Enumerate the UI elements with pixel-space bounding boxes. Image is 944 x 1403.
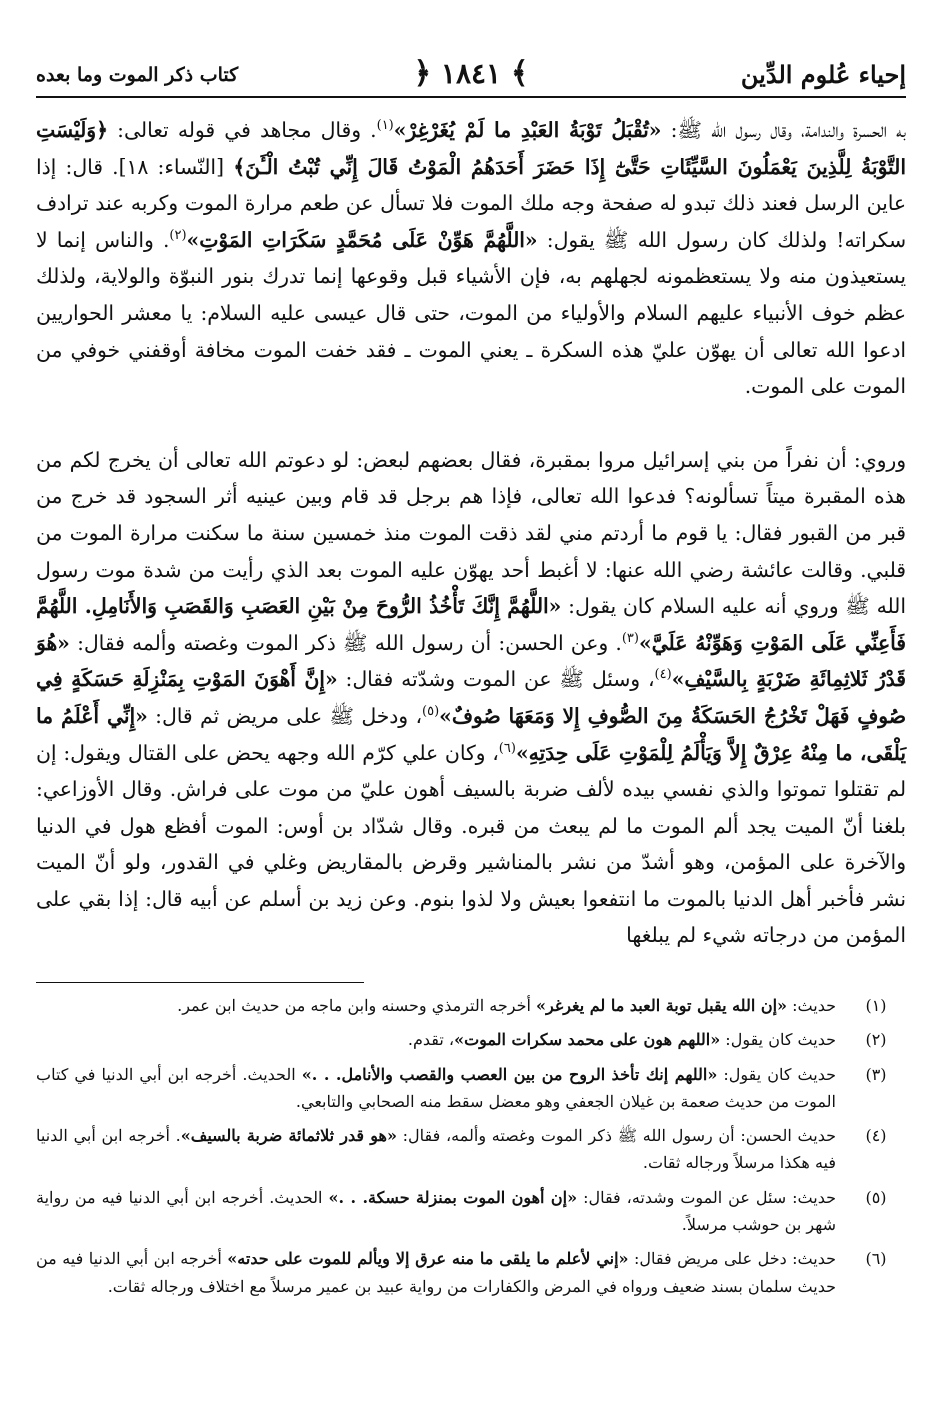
text-run: به الحسرة والندامة، وقال رسول الله ﷺ: [661, 118, 906, 142]
page-header [36, 50, 906, 100]
hadith-quote: «اللَّهُمَّ هَوِّنْ عَلَى مُحَمَّدٍ سَكَرَاتِ المَوْتِ» [186, 227, 538, 252]
footnote-number: (٢) [865, 1030, 887, 1050]
footnote-number: (٥) [865, 1187, 887, 1207]
footnote-1 [36, 992, 906, 1019]
text-run: ، ودخل ﷺ على مريض ثم قال: [147, 703, 422, 728]
footnote-5 [36, 1184, 906, 1239]
text-run: ، وكان علي كرّم الله وجهه يحض على القتال ويقول: إن لم تقتلوا تموتوا والذي نفسي بيده لألف ضربة بالسيف أهون عليّ من موت على فراش. وقال الأوزاعي: بلغنا أنّ الميت يجد ألم الموت ما لم يبعث من قبره. وقال شدّاد بن أوس: الموت أفظع هول في الدنيا والآخرة على المؤمن، وهو أشدّ من نشر بالمناشير وقرض بالمقاريض وغلي في القدور، ولو أنّ الميت نشر فأخبر أهل الدنيا بالموت ما انتفعوا بعيش ولا لذوا بنوم. وعن زيد بن أسلم عن أبيه قال: إذا بقي على المؤمن من درجاته شيء لم يبلغها [36, 740, 906, 948]
footnote-hadith: «اللهم هون على محمد سكرات الموت» [454, 1030, 721, 1050]
hadith-quote: «هُوَ قَدْرُ ثَلاثِمِائَةِ ضَرْبَةٍ بِالسَّيْفِ» [36, 630, 906, 692]
text-run: ، وسئل ﷺ عن الموت وشدّته فقال: [337, 667, 655, 692]
ornament-brace-right: ﴾ [510, 56, 529, 91]
footnote-text: أخرجه ابن أبي الدنيا فيه من حديث سلمان بسند ضعيف ورواه في المرض والكفارات من رواية عبيد بن عمير مرسلاً مع اختلاف ورجاله ثقات. [36, 1249, 836, 1296]
hadith-quote: «إِنِّي أَعْلَمُ ما يَلْقَى، ما مِنْهُ عِرْقٌ إِلاَّ وَيَأْلَمُ لِلْمَوْتِ عَلَى حِدَتِهِ» [36, 703, 906, 765]
footnote-ref[interactable]: (٤) [654, 667, 672, 683]
footnote-hadith: «إن الله يقبل توبة العبد ما لم يغرغر» [536, 996, 788, 1015]
page-number-ornament [414, 56, 529, 91]
footnotes [36, 992, 906, 1307]
text-run: . وعن الحسن: أن رسول الله ﷺ ذكر الموت وغصته وألمه فقال: [69, 630, 622, 655]
footnote-text: حديث: دخل على مريض فقال: [628, 1249, 837, 1269]
footnote-number: (٦) [865, 1249, 887, 1269]
hadith-quote: «إِنَّ أَهْوَنَ المَوْتِ بِمَنْزِلَةِ حَسَكَةٍ فِي صُوفٍ فَهَلْ تَخْرُجُ الحَسَكَةُ مِنَ الصُّوفِ إِلا وَمَعَهَا صُوفٌ» [36, 667, 906, 728]
text-run: . والناس إنما لا يستعيذون منه ولا يستعظمونه لجهلهم به، فإن الأشياء قبل وقوعها إنما تدرك بنور النبوّة والولاية، ولذلك عظم خوف الأنبياء عليهم السلام والأولياء من الموت، حتى قال عيسى عليه السلام: يا معشر الحواريين ادعوا الله تعالى أن يهوّن عليّ هذه السكرة ـ يعني الموت ـ فقد خفت الموت مخافة أوقفني خوفي من الموت على الموت. [36, 227, 906, 399]
footnote-4 [36, 1122, 906, 1177]
footnote-number: (٤) [865, 1126, 887, 1146]
hadith-quote: «تُقْبَلُ تَوْبَةُ العَبْدِ ما لَمْ يُغَرْغِرْ» [393, 118, 662, 142]
footnote-6 [36, 1245, 906, 1300]
footnote-text: حديث الحسن: أن رسول الله ﷺ ذكر الموت وغصته وألمه، فقال: [396, 1126, 836, 1146]
ornament-brace-left: ﴿ [413, 56, 432, 91]
footnote-text: حديث كان يقول: [717, 1064, 836, 1084]
footnote-text: حديث: سئل عن الموت وشدته، فقال: [577, 1187, 836, 1207]
chapter-title: كتاب ذكر الموت وما بعده [36, 64, 239, 86]
quran-verse: ﴿وَلَيْسَتِ التَّوْبَةُ لِلَّذِينَ يَعْمَلُونَ السَّيِّئَاتِ حَتَّىٰٓ إِذَا حَضَرَ أَحَدَهُمُ الْمَوْتُ قَالَ إِنِّي تُبْتُ الْـَٔنَ﴾ [36, 118, 906, 179]
text-run: [النّساء: ١٨]. قال: إذا عاين الرسل فعند ذلك تبدو له صفحة وجه ملك الموت فلا تسأل عن طعم مرارة الموت وكربه عند ترادف سكراته! ولذلك كان رسول الله ﷺ يقول: [36, 154, 906, 252]
header-rule [36, 96, 906, 98]
footnote-text: . أخرجه ابن أبي الدنيا فيه هكذا مرسلاً ورجاله ثقات. [36, 1126, 836, 1173]
text-run: وروي: أن نفراً من بني إسرائيل مروا بمقبرة، فقال بعضهم لبعض: لو دعوتم الله تعالى أن يخرج لكم من هذه المقبرة ميتاً تسألونه؟ فدعوا الله تعالى، فإذا هم برجل قد قام وبين عينيه أثر السجود قد خرج من قبر من القبور فقال: يا قوم ما أردتم مني لقد ذقت الموت منذ خمسين سنة ما سكنت مرارة الموت من قلبي. وقالت عائشة رضي الله عنها: لا أغبط أحد يهوّن عليه الموت بعد الذي رأيت من شدة موت رسول الله ﷺ وروي أنه عليه السلام كان يقول: [36, 447, 906, 619]
paragraph-2 [36, 442, 906, 954]
footnote-hadith: «إن أهون الموت بمنزلة حسكة. . .» [328, 1187, 578, 1207]
footnote-text: الحديث. أخرجه ابن أبي الدنيا فيه من رواية شهر بن حوشب مرسلاً. [36, 1187, 836, 1235]
hadith-quote: «اللَّهُمَّ إِنَّكَ تَأْخُذُ الرُّوحَ مِنْ بَيْنِ العَصَبِ وَالقَصَبِ وَالأَنَامِلِ. اللَّهُمَّ فَأَعِنِّي عَلَى المَوْتِ وَهَوِّنْهُ عَلَيَّ» [36, 594, 906, 655]
footnote-ref[interactable]: (٢) [169, 228, 187, 244]
book-title: إحياء عُلوم الدِّين [740, 60, 906, 89]
footnote-text: حديث كان يقول: [720, 1030, 836, 1050]
paragraph-1 [36, 112, 906, 405]
footnote-number: (٣) [865, 1064, 887, 1084]
footnote-3 [36, 1061, 906, 1116]
footnote-hadith: «هو قدر ثلاثمائة ضربة بالسيف» [180, 1126, 397, 1146]
footnote-text: الحديث. أخرجه ابن أبي الدنيا في كتاب الموت من حديث صعمة بن غيلان الجعفي وهو معضل سقط منه الصحابي والتابعي. [36, 1064, 836, 1111]
footnote-text: ، تقدم. [407, 1030, 455, 1050]
footnote-hadith: «إني لأعلم ما يلقى ما منه عرق إلا ويألم للموت على حدته» [227, 1249, 629, 1269]
footnote-ref[interactable]: (٦) [498, 740, 516, 756]
footnote-text: أخرجه الترمذي وحسنه وابن ماجه من حديث ابن عمر. [177, 996, 536, 1015]
main-text [36, 112, 906, 954]
footnote-2 [36, 1026, 906, 1053]
footnote-separator [36, 982, 364, 983]
text-run: . وقال مجاهد في قوله تعالى: [108, 118, 377, 142]
footnote-number: (١) [865, 996, 887, 1015]
footnote-ref[interactable]: (٣) [621, 630, 639, 646]
footnote-ref[interactable]: (٥) [422, 704, 440, 720]
footnote-ref[interactable]: (١) [376, 118, 394, 134]
footnote-hadith: «اللهم إنك تأخذ الروح من بين العصب والقصب والأنامل. . .» [301, 1064, 718, 1084]
page-number: ١٨٤١ [440, 57, 502, 90]
footnote-text: حديث: [787, 996, 836, 1015]
